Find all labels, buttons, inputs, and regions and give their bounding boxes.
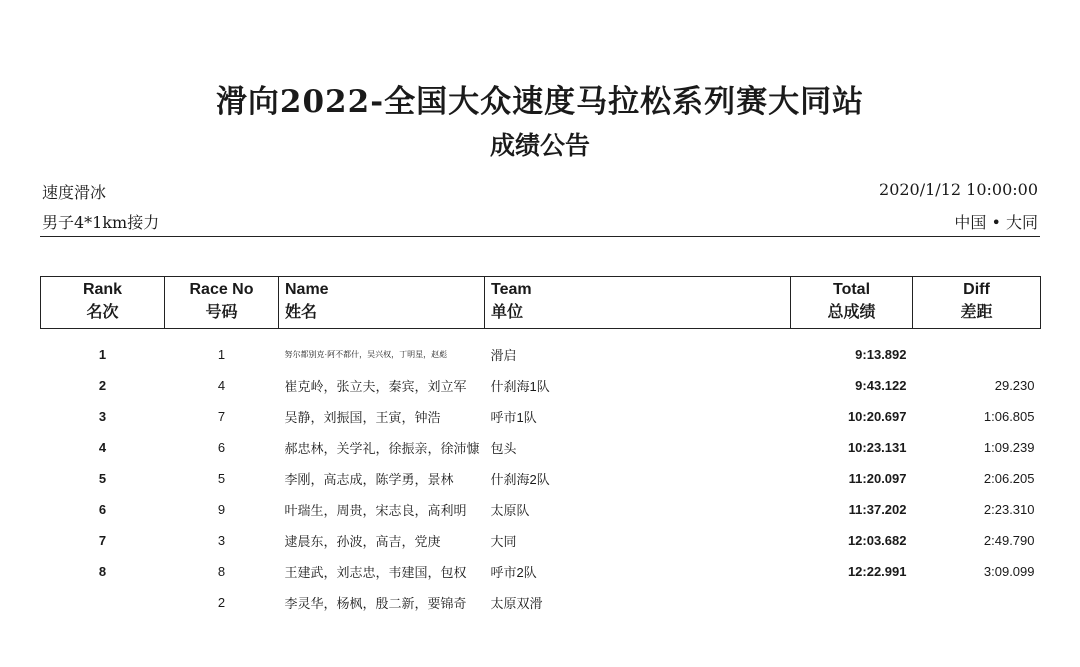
cell-race-no: 9 (217, 502, 226, 517)
cell-diff: 1:09.239 (983, 440, 1035, 455)
cell-team: 大同 (490, 534, 517, 549)
cell-name: 郝忠林，关学礼，徐振亲，徐沛慷 (284, 441, 480, 456)
column-header-team (485, 277, 791, 329)
cell-name: 努尔都别克·阿不都什，吴兴权，丁明星，赵彪 (284, 350, 448, 359)
column-header-en: Team (491, 281, 532, 298)
table-row (41, 587, 1041, 618)
column-header-zh: 总成绩 (827, 302, 876, 321)
column-header-en: Diff (963, 281, 990, 298)
cell-total: 9:13.892 (855, 347, 907, 362)
cell-team: 包头 (490, 441, 517, 456)
cell-team: 呼市2队 (490, 565, 537, 580)
cell-name: 逮晨东，孙波，高吉，党庚 (284, 534, 441, 549)
table-row (41, 463, 1041, 494)
column-header-en: Race No (189, 281, 254, 298)
column-header-name (279, 277, 485, 329)
event-label: 男子4*1km接力 (42, 213, 160, 232)
cell-name: 叶瑞生，周贵，宋志良，高利明 (284, 503, 467, 518)
cell-team: 呼市1队 (490, 410, 537, 425)
cell-total: 12:22.991 (847, 564, 907, 579)
cell-rank: 6 (98, 502, 107, 517)
table-row (41, 494, 1041, 525)
table-row (41, 525, 1041, 556)
cell-diff: 3:09.099 (983, 564, 1035, 579)
column-header-en: Name (285, 281, 329, 298)
cell-name: 李刚，高志成，陈学勇，景林 (284, 472, 454, 487)
datetime-label: 2020/1/12 10:00:00 (879, 180, 1038, 199)
cell-rank: 5 (98, 471, 107, 486)
cell-race-no: 3 (217, 533, 226, 548)
cell-total: 12:03.682 (847, 533, 907, 548)
column-header-diff (913, 277, 1041, 329)
cell-race-no: 8 (217, 564, 226, 579)
cell-rank: 4 (98, 440, 107, 455)
cell-team: 什刹海2队 (490, 472, 550, 487)
cell-team: 太原队 (490, 503, 530, 518)
column-header-rank (41, 277, 165, 329)
table-header-row (41, 277, 1041, 329)
column-header-zh: 姓名 (285, 302, 318, 321)
cell-race-no: 5 (217, 471, 226, 486)
header-divider (40, 236, 1040, 237)
cell-name: 王建武，刘志忠，韦建国，包权 (284, 565, 467, 580)
table-row (41, 401, 1041, 432)
column-header-zh: 差距 (960, 302, 993, 321)
document-title: 滑向2022-全国大众速度马拉松系列赛大同站 (215, 84, 865, 120)
cell-rank: 1 (98, 347, 107, 362)
cell-rank: 3 (98, 409, 107, 424)
cell-diff (913, 587, 1041, 618)
cell-total: 11:20.097 (848, 471, 907, 486)
cell-total: 10:20.697 (847, 409, 907, 424)
cell-total (791, 587, 913, 618)
cell-team: 滑启 (490, 348, 517, 363)
location-label: 中国 • 大同 (954, 213, 1038, 232)
cell-total: 10:23.131 (847, 440, 907, 455)
document-subtitle: 成绩公告 (489, 131, 590, 160)
cell-rank: 8 (98, 564, 107, 579)
cell-name: 李灵华，杨枫，殷二新，要锦奇 (284, 596, 467, 611)
cell-diff (913, 329, 1041, 371)
sport-label: 速度滑冰 (42, 183, 107, 202)
cell-race-no: 6 (217, 440, 226, 455)
column-header-zh: 名次 (86, 302, 119, 321)
cell-name: 崔克岭，张立夫，秦宾，刘立军 (284, 379, 467, 394)
column-header-total (791, 277, 913, 329)
column-header-en: Rank (82, 281, 123, 298)
cell-diff: 2:23.310 (983, 502, 1035, 517)
cell-team: 太原双滑 (490, 596, 543, 611)
cell-race-no: 4 (217, 378, 226, 393)
column-header-en: Total (832, 281, 871, 298)
cell-rank (41, 587, 165, 618)
column-header-race-no (165, 277, 279, 329)
table-row (41, 432, 1041, 463)
table-row (41, 370, 1041, 401)
cell-race-no: 2 (217, 595, 226, 610)
cell-name: 吴静，刘振国，王寅，钟浩 (284, 410, 441, 425)
table-row (41, 556, 1041, 587)
table-row (41, 329, 1041, 371)
cell-total: 9:43.122 (855, 378, 907, 393)
cell-diff: 2:49.790 (983, 533, 1035, 548)
column-header-zh: 号码 (205, 302, 238, 321)
cell-diff: 1:06.805 (983, 409, 1035, 424)
cell-diff: 29.230 (994, 378, 1035, 393)
cell-race-no: 1 (217, 347, 226, 362)
results-table (40, 276, 1041, 618)
cell-diff: 2:06.205 (983, 471, 1035, 486)
cell-race-no: 7 (217, 409, 226, 424)
column-header-zh: 单位 (491, 302, 524, 321)
cell-total: 11:37.202 (848, 502, 907, 517)
cell-team: 什刹海1队 (490, 379, 550, 394)
cell-rank: 7 (98, 533, 107, 548)
cell-rank: 2 (98, 378, 107, 393)
